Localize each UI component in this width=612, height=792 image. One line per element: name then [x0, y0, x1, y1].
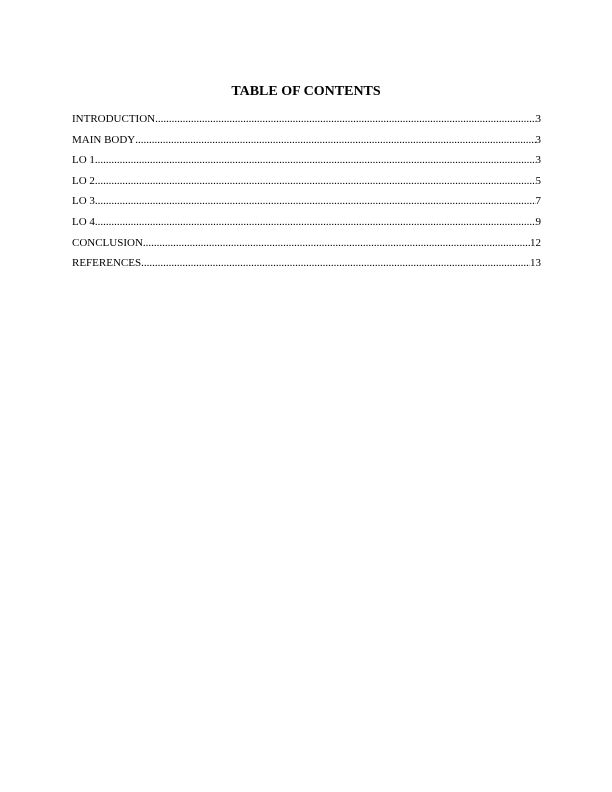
toc-entry-label: LO 4: [72, 215, 95, 228]
toc-entry-conclusion[interactable]: [72, 236, 541, 257]
toc-entry-introduction[interactable]: [72, 112, 541, 133]
dot-leader: [95, 174, 536, 189]
dot-leader: [95, 215, 536, 230]
toc-entry-lo-3[interactable]: [72, 194, 541, 215]
toc-entry-page-number: 13: [530, 257, 541, 270]
toc-entry-label: LO 2: [72, 174, 95, 187]
toc-entry-label: MAIN BODY: [72, 133, 136, 146]
dot-leader: [155, 112, 535, 127]
toc-entry-page-number: 3: [535, 113, 541, 125]
dot-leader: [143, 236, 530, 251]
toc-entry-page-number: 7: [535, 195, 541, 208]
toc-title: TABLE OF CONTENTS: [231, 84, 381, 99]
toc-entry-references[interactable]: [72, 256, 541, 277]
toc-entry-lo-1[interactable]: [72, 153, 541, 174]
toc-list: [72, 112, 541, 277]
toc-entry-page-number: 5: [535, 174, 541, 187]
dot-leader: [135, 133, 535, 148]
dot-leader: [95, 153, 536, 168]
toc-entry-label: LO 3: [72, 195, 95, 208]
dot-leader: [141, 256, 530, 271]
toc-entry-page-number: 3: [535, 133, 541, 146]
toc-entry-label: INTRODUCTION: [72, 113, 156, 125]
toc-entry-page-number: 3: [535, 154, 541, 167]
toc-entry-main-body[interactable]: [72, 133, 541, 154]
toc-entry-label: REFERENCES: [72, 257, 142, 270]
toc-entry-page-number: 9: [535, 215, 541, 228]
toc-entry-lo-2[interactable]: [72, 174, 541, 195]
toc-entry-label: CONCLUSION: [72, 236, 143, 249]
toc-entry-label: LO 1: [72, 154, 95, 167]
toc-entry-page-number: 12: [530, 236, 541, 249]
toc-entry-lo-4[interactable]: [72, 215, 541, 236]
dot-leader: [95, 194, 536, 209]
